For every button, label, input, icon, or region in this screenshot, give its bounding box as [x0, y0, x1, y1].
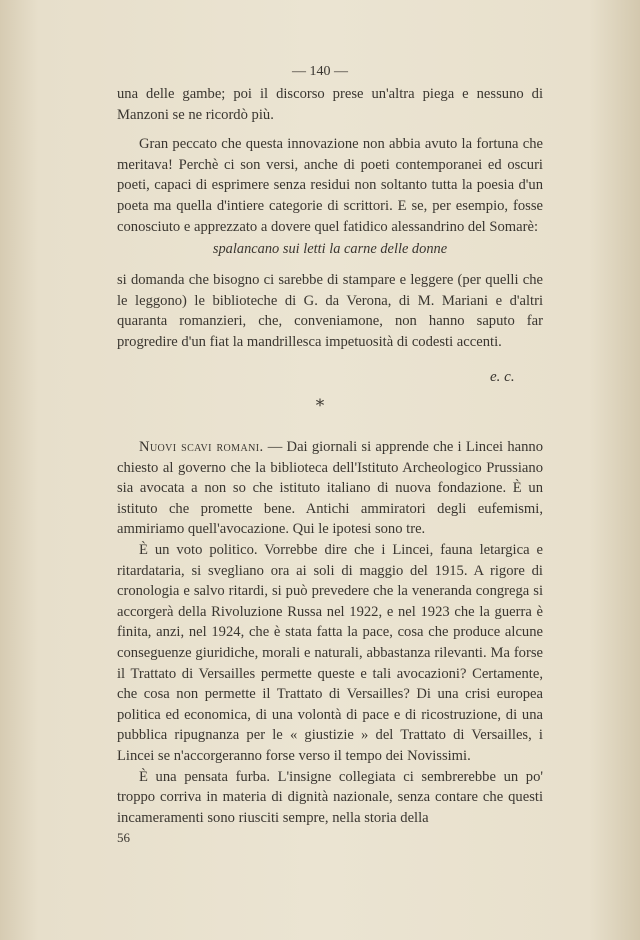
paragraph: Gran peccato che questa innovazione non abbia avuto la fortuna che meritava! Perchè ci son versi, anche di poeti contemporanei ed oscuri poeti, capaci di esprimere senza residui non soltanto tutta la poesia d'un poeta ma quella d'intiere categorie di scrittori. E se, per esempio, fosse conosciuto e apprezzato a dovere quel fatidico alessandrino del Somarè: — [117, 136, 543, 235]
signature-initials: e. c. — [490, 369, 515, 385]
folio-number: 56 — [117, 830, 130, 845]
paragraph: È un voto politico. Vorrebbe dire che i Lincei, fauna letargica e ritardataria, si svegliano ora ai soli di maggio del 1915. A rigore di cronologia e salvo ritardi, si può prevedere che la veneranda congrega si accorgerà della Rivoluzione Russa nel 1922, e nel 1923 che la guerra è finita, anzi, nel 1924, che è stata fatta la pace, cosa che produce alcune conseguenze giuridiche, morali e naturali, abbastanza rilevanti. Ma forse il Trattato di Versailles permette queste e tali avocazioni? Certamente, che cosa non permette il Trattato di Versailles? Di una crisi europea politica ed economica, di una volontà di pace e di ricostruzione, di una pubblica ripugnanza per le « giustizie » del Trattato di Versailles, i Lincei se n'accorgeranno forse verso il tempo dei Novissimi. — [117, 541, 543, 764]
section-heading: Nuovi scavi romani. — [139, 439, 264, 455]
text-block-article — [117, 437, 543, 828]
asterisk-separator: * — [315, 396, 325, 416]
text-block-top — [117, 84, 543, 237]
paragraph — [117, 437, 543, 540]
paragraph: È una pensata furba. L'insigne collegiata ci sembrerebbe un po' troppo corriva in materia di dignità nazionale, senza contare che questi incameramenti sono riusciti sempre, nella storia della — [117, 768, 543, 826]
paragraph-text: — Dai giornali si apprende che i Lincei hanno chiesto al governo che la biblioteca dell'Istituto Archeologico Prussiano sia avocata a non so che istituto italiano di nuova fondazione. È un istituto che promette bene. Antichi ammiratori degli eufemismi, ammiriamo quell'avocazione. Qui le ipotesi sono tre. — [117, 439, 543, 538]
paragraph: una delle gambe; poi il discorso prese un'altra piega e nessuno di Manzoni se ne ricordò più. — [117, 86, 543, 123]
page-number: — 140 — — [292, 64, 348, 79]
text-block-middle — [117, 270, 543, 352]
paragraph: si domanda che bisogno ci sarebbe di stampare e leggere (per quelli che le leggono) le biblioteche di G. da Verona, di M. Mariani e d'altri quaranta romanzieri, che, conveniamone, non hanno saputo far progredire d'un fiat la mandrillesca impetuosità di codesti accenti. — [117, 272, 543, 350]
quoted-verse: spalancano sui letti la carne delle donne — [212, 241, 448, 257]
